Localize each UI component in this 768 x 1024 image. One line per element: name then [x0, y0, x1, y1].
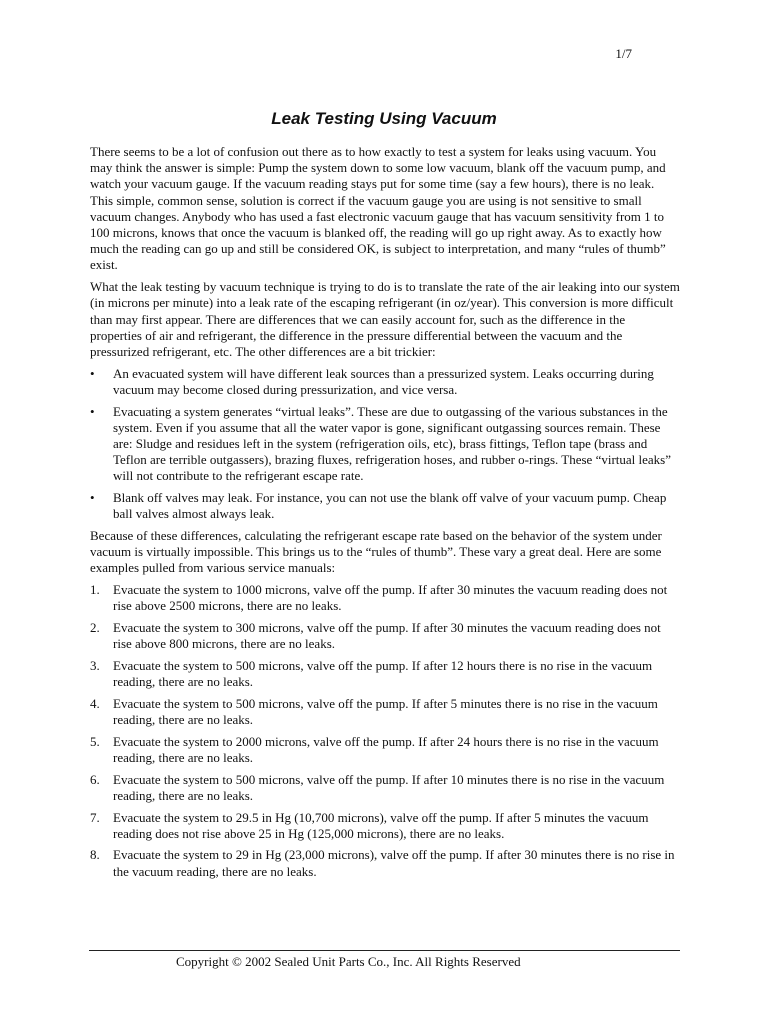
- list-item: [90, 620, 680, 652]
- list-item: [90, 696, 680, 728]
- bullet-icon: •: [90, 403, 95, 419]
- footer-divider: [89, 950, 680, 951]
- rules-intro-paragraph: Because of these differences, calculating the refrigerant escape rate based on the behavior of the system under vacuum is virtually impossible. This brings us to the “rules of thumb”. These vary a great deal. Here are some examples pulled from various service manuals:: [90, 527, 662, 576]
- document-body: [90, 144, 680, 885]
- list-item: [90, 658, 680, 690]
- conversion-paragraph: What the leak testing by vacuum technique is trying to do is to translate the rate of the air leaking into our system (in microns per minute) into a leak rate of the escaping refrigerant (in oz/year). This conversion is more difficult than may first appear. There are differences that we can easily account for, such as the difference in the properties of air and refrigerant, the difference in the pressure differential between the vacuum and the pressurized refrigerant, etc. The other differences are a bit trickier:: [90, 279, 680, 359]
- list-item: [90, 404, 680, 485]
- differences-list: [90, 366, 680, 523]
- intro-paragraph: There seems to be a lot of confusion out there as to how exactly to test a system for leaks using vacuum. You may think the answer is simple: Pump the system down to some low vacuum, blank off the vacuum pump, and watch your vacuum gauge. If the vacuum reading stays put for some time (say a few hours), there is no leak. This simple, common sense, solution is correct if the vacuum gauge you are using is not sensitive to small vacuum changes. Anybody who has used a fast electronic vacuum gauge that has vacuum sensitivity from 1 to 100 microns, knows that once the vacuum is blanked off, the reading will go up right away. As to exactly how much the reading can go up and still be considered OK, is subject to interpretation, and many “rules of thumb” exist.: [90, 144, 666, 273]
- list-item: [90, 582, 680, 614]
- list-item: [90, 490, 680, 522]
- page-title: Leak Testing Using Vacuum: [271, 109, 497, 128]
- list-number: 3.: [90, 657, 100, 673]
- list-item-text: Evacuate the system to 300 microns, valve off the pump. If after 30 minutes the vacuum reading does not rise above 800 microns, there are no leaks.: [113, 619, 661, 652]
- page-number: 1/7: [615, 46, 632, 61]
- bullet-icon: •: [90, 490, 95, 506]
- list-item: [90, 810, 680, 842]
- list-number: 5.: [90, 733, 100, 749]
- list-item-text: An evacuated system will have different leak sources than a pressurized system. Leaks occurring during vacuum may become closed during pressurization, and vice versa.: [113, 365, 654, 397]
- bullet-icon: •: [90, 365, 95, 381]
- list-item-text: Evacuate the system to 2000 microns, valve off the pump. If after 24 hours there is no rise in the vacuum reading, there are no leaks.: [113, 733, 659, 765]
- list-number: 8.: [90, 847, 100, 863]
- footer-copyright: Copyright © 2002 Sealed Unit Parts Co., Inc. All Rights Reserved: [176, 954, 521, 969]
- list-number: 6.: [90, 771, 100, 787]
- list-item-text: Evacuating a system generates “virtual leaks”. These are due to outgassing of the various substances in the system. Even if you assume that all the water vapor is gone, significant outgassing sources remain. These are: Sludge and residues left in the system (refrigeration oils, etc), brass fittings, Teflon tape (brass and Teflon are terrible outgassers), brazing fluxes, refrigeration hoses, and rubber o-rings. These “virtual leaks” will not contribute to the refrigerant escape rate.: [113, 403, 672, 484]
- list-item: [90, 734, 680, 766]
- list-item-text: Evacuate the system to 500 microns, valve off the pump. If after 10 minutes there is no rise in the vacuum reading, there are no leaks.: [113, 771, 665, 803]
- list-item: [90, 366, 680, 398]
- list-item: [90, 772, 680, 804]
- list-item: [90, 847, 680, 879]
- list-number: 4.: [90, 695, 100, 711]
- list-item-text: Evacuate the system to 1000 microns, valve off the pump. If after 30 minutes the vacuum reading does not rise above 2500 microns, there are no leaks.: [113, 582, 668, 614]
- list-item-text: Evacuate the system to 500 microns, valve off the pump. If after 12 hours there is no rise in the vacuum reading, there are no leaks.: [113, 657, 653, 690]
- rules-of-thumb-list: [90, 582, 680, 880]
- list-item-text: Blank off valves may leak. For instance, you can not use the blank off valve of your vacuum pump. Cheap ball valves almost always leak.: [113, 490, 667, 522]
- list-number: 2.: [90, 619, 100, 635]
- list-item-text: Evacuate the system to 29 in Hg (23,000 microns), valve off the pump. If after 30 minutes there is no rise in the vacuum reading, there are no leaks.: [113, 847, 675, 879]
- list-item-text: Evacuate the system to 500 microns, valve off the pump. If after 5 minutes there is no rise in the vacuum reading, there are no leaks.: [113, 695, 658, 727]
- list-number: 7.: [90, 809, 100, 825]
- list-item-text: Evacuate the system to 29.5 in Hg (10,700 microns), valve off the pump. If after 5 minutes the vacuum reading does not rise above 25 in Hg (125,000 microns), there are no leaks.: [113, 809, 649, 841]
- list-number: 1.: [90, 582, 100, 598]
